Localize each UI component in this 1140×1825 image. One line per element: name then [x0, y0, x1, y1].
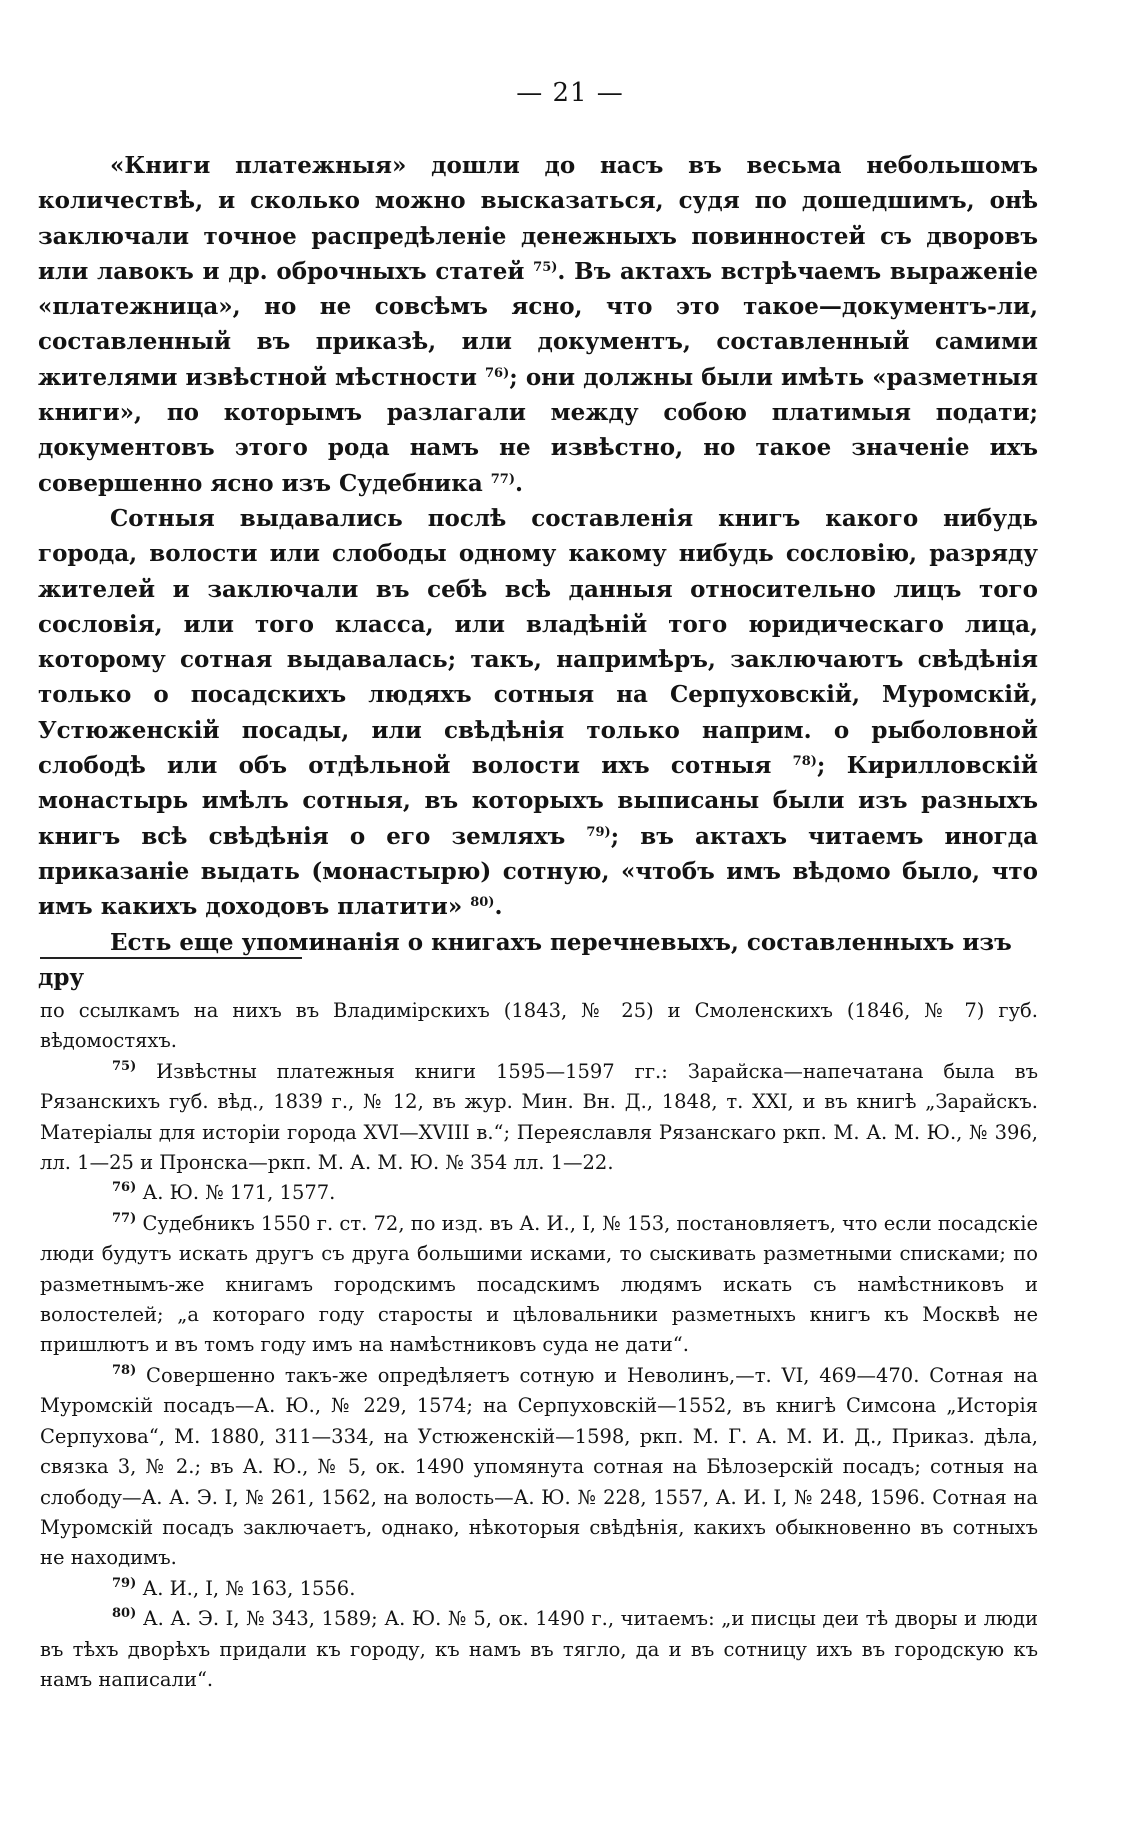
- footnote-ref: 78): [792, 754, 817, 770]
- footnote-78: [40, 1361, 1038, 1574]
- text-run: .: [514, 469, 523, 497]
- footnote-number: 80): [112, 1606, 137, 1622]
- footnote-text: А. И., I, № 163, 1556.: [136, 1576, 356, 1600]
- main-paragraph: [38, 501, 1038, 925]
- footnote-ref: 76): [485, 365, 510, 381]
- footnote-text: Совершенно такъ-же опредѣляетъ сотную и Неволинъ,—т. VI, 469—470. Сотная на Муромскій посадъ—А. Ю., № 229, 1574; на Серпуховскій—1552, въ книгѣ Симсона „Исторія Серпухова“, М. 1880, 311—334, на Устюженскій—1598, ркп. М. Г. А. М. И. Д., Приказ. дѣла, связка 3, № 2.; въ А. Ю., № 5, ок. 1490 упомянута сотная на Бѣлозерскій посадъ; сотныя на слободу—А. А. Э. I, № 261, 1562, на волость—А. Ю. № 228, 1557, А. И. I, № 248, 1596. Сотная на Муромскій посадъ заключаетъ, однако, нѣкоторыя свѣдѣнія, какихъ обыкновенно въ сотныхъ не находимъ.: [40, 1363, 1038, 1570]
- footnote-text: Извѣстны платежныя книги 1595—1597 гг.: Зарайска—напечатана была въ Рязанскихъ губ. вѣд., 1839 г., № 12, въ жур. Мин. Вн. Д., 1848, т. XXI, и въ книгѣ „Зарайскъ. Матеріалы для исторіи города XVI—XVIII в.“; Переяславля Рязанскаго ркп. М. А. М. Ю., № 396, лл. 1—25 и Пронска—ркп. М. А. М. Ю. № 354 лл. 1—22.: [40, 1059, 1038, 1175]
- text-run: «Книги платежныя» дошли до насъ въ весьма небольшомъ количествѣ, и сколько можно высказаться, судя по дошедшимъ, онѣ заключали точное распредѣленіе денежныхъ повинностей съ дворовъ или лавокъ и др. оброчныхъ статей: [38, 152, 1038, 285]
- page-number: — 21 —: [516, 78, 624, 108]
- footnote-75: [40, 1057, 1038, 1179]
- footnote-ref: 79): [586, 824, 611, 840]
- footnote-80: [40, 1604, 1038, 1695]
- footnote-text: А. Ю. № 171, 1577.: [136, 1181, 336, 1205]
- footnote-77: [40, 1209, 1038, 1361]
- main-paragraph: [38, 925, 1038, 996]
- text-run: ; они должны были имѣть «разметныя книги», по которымъ разлагали между собою платимыя подати; документовъ этого рода намъ не извѣстно, но такое значеніе ихъ совершенно ясно изъ Судебника: [38, 363, 1039, 497]
- main-text: [38, 148, 1038, 995]
- text-run: Сотныя выдавались послѣ составленія книгъ какого нибудь города, волости или слободы одному какому нибудь сословію, разряду жителей и заключали въ себѣ всѣ данныя относительно лицъ того сословія, или того класса, или владѣній того юридическаго лица, которому сотная выдавалась; такъ, напримѣръ, заключаютъ свѣдѣнія только о посадскихъ людяхъ сотныя на Серпуховскій, Муромскій, Устюженскій посады, или свѣдѣнія только наприм. о рыболовной слободѣ или объ отдѣльной волости ихъ сотныя: [38, 504, 1038, 780]
- footnote-divider: [40, 957, 302, 959]
- footnote-number: 79): [112, 1575, 137, 1591]
- text-run: ; въ актахъ читаемъ иногда приказаніе выдать (монастырю) сотную, «чтобъ имъ вѣдомо было, что имъ какихъ доходовъ платити»: [38, 822, 1038, 921]
- text-run: Есть еще упоминанія о книгахъ перечневыхъ, составленныхъ изъ дру: [38, 928, 1012, 991]
- footnote-ref: 80): [470, 895, 495, 911]
- footnote-number: 77): [112, 1210, 137, 1226]
- footnote-number: 76): [112, 1180, 137, 1196]
- footnote-text: А. А. Э. I, № 343, 1589; А. Ю. № 5, ок. 1490 г., читаемъ: „и писцы деи тѣ дворы и люди въ тѣхъ дворѣхъ придали къ городу, къ намъ въ тягло, да и въ сотницу ихъ въ городскую къ намъ написали“.: [40, 1607, 1038, 1691]
- footnote-ref: 75): [533, 259, 558, 275]
- footnote-76: [40, 1178, 1038, 1208]
- footnote-ref: 77): [490, 471, 515, 487]
- footnote-79: [40, 1574, 1038, 1604]
- footnote-continuation: по ссылкамъ на нихъ въ Владимірскихъ (1843, № 25) и Смоленскихъ (1846, № 7) губ. вѣдомостяхъ.: [40, 999, 1038, 1053]
- text-run: ; Кирилловскій монастырь имѣлъ сотныя, въ которыхъ выписаны были изъ разныхъ книгъ всѣ свѣдѣнія о его земляхъ: [38, 752, 1038, 850]
- footnote-number: 75): [112, 1058, 137, 1074]
- footnote-number: 78): [112, 1362, 137, 1378]
- text-run: .: [494, 893, 503, 921]
- main-paragraph: [38, 148, 1038, 501]
- footnote-text: Судебникъ 1550 г. ст. 72, по изд. въ А. И., I, № 153, постановляетъ, что если посадскіе люди будутъ искать другъ съ друга большими исками, то сыскивать разметными списками; по разметнымъ-же книгамъ городскимъ посадскимъ людямъ искать съ намѣстниковъ и волостелей; „а котораго году старосты и цѣловальники разметныхъ книгъ къ Москвѣ не пришлютъ и въ томъ году имъ на намѣстниковъ суда не дати“.: [40, 1211, 1038, 1357]
- footnotes: [40, 996, 1038, 1695]
- text-run: . Въ актахъ встрѣчаемъ выраженіе «платежница», но не совсѣмъ ясно, что это такое—документъ-ли, составленный въ приказѣ, или документъ, составленный самими жителями извѣстной мѣстности: [38, 257, 1038, 391]
